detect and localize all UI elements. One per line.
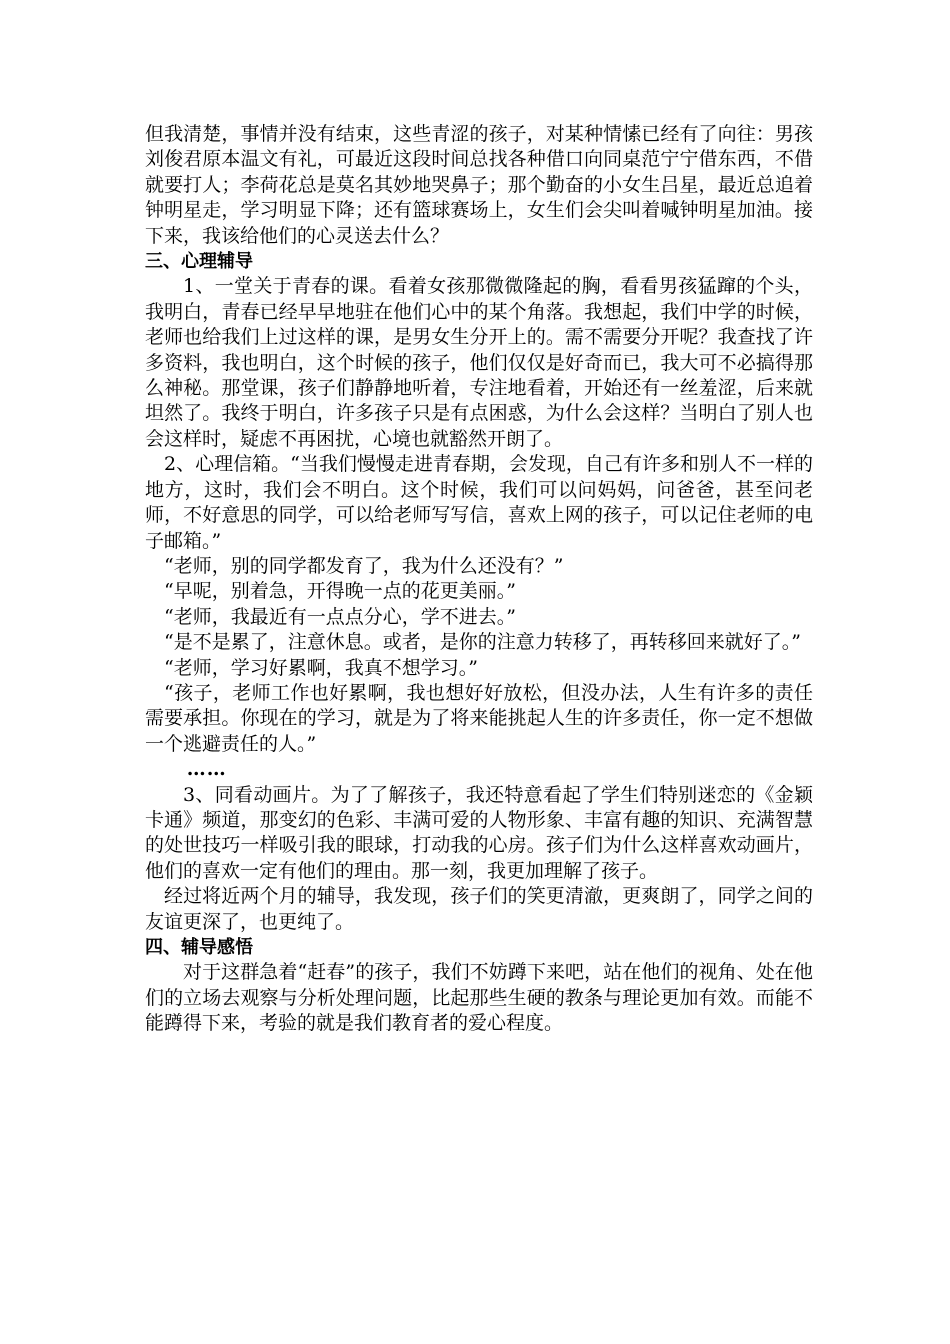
dialog-question-2: “老师，我最近有一点点分心，学不进去。” [164, 605, 516, 628]
dialog-question-3: “老师，学习好累啊，我真不想学习。” [164, 656, 478, 679]
section-heading-reflection: 四、辅导感悟 [145, 937, 253, 958]
dialog-answer-2: “是不是累了，注意休息。或者，是你的注意力转移了，再转移回来就好了。” [164, 631, 801, 654]
dialog-answer-1: “早呢，别着急，开得晚一点的花更美丽。” [164, 580, 516, 603]
ellipsis: …… [186, 758, 227, 781]
paragraph-reflection: 对于这群急着“赶春”的孩子，我们不妨蹲下来吧，站在他们的视角、处在他们的立场去观察与分析处理问题，比起那些生硬的教条与理论更加有效。而能不能蹲得下来，考验的就是我们教育者的爱心程度。 [145, 961, 813, 1035]
paragraph-result: 经过将近两个月的辅导，我发现，孩子们的笑更清澈，更爽朗了，同学之间的友谊更深了，也更纯了。 [145, 885, 813, 933]
dialog-answer-3: “孩子，老师工作也好累啊，我也想好好放松，但没办法，人生有许多的责任需要承担。你现在的学习，就是为了将来能挑起人生的许多责任，你一定不想做一个逃避责任的人。” [145, 681, 813, 755]
paragraph-cartoons: 3、同看动画片。为了了解孩子，我还特意看起了学生们特别迷恋的《金颖卡通》频道，那变幻的色彩、丰满可爱的人物形象、丰富有趣的知识、充满智慧的处世技巧一样吸引我的眼球，打动我的心房。孩子们为什么这样喜欢动画片，他们的喜欢一定有他们的理由。那一刻，我更加理解了孩子。 [145, 783, 813, 882]
dialog-question-1: “老师，别的同学都发育了，我为什么还没有？” [164, 554, 564, 577]
intro-paragraph: 但我清楚，事情并没有结束，这些青涩的孩子，对某种情愫已经有了向往：男孩刘俊君原本温文有礼，可最近这段时间总找各种借口向同桌范宁宁借东西，不借就要打人；李荷花总是莫名其妙地哭鼻子；那个勤奋的小女生吕星，最近总追着钟明星走，学习明显下降；还有篮球赛场上，女生们会尖叫着喊钟明星加油。接下来，我该给他们的心灵送去什么？ [145, 123, 813, 247]
paragraph-youth-class: 1、一堂关于青春的课。看着女孩那微微隆起的胸，看看男孩猛蹿的个头，我明白，青春已经早早地驻在他们心中的某个角落。我想起，我们中学的时候，老师也给我们上过这样的课，是男女生分开上的。需不需要分开呢？我查找了许多资料，我也明白，这个时候的孩子，他们仅仅是好奇而已，我大可不必搞得那么神秘。那堂课，孩子们静静地听着，专注地看着，开始还有一丝羞涩，后来就坦然了。我终于明白，许多孩子只是有点困惑，为什么会这样？当明白了别人也会这样时，疑虑不再困扰，心境也就豁然开朗了。 [145, 275, 813, 450]
paragraph-mailbox: 2、心理信箱。“当我们慢慢走进青春期，会发现，自己有许多和别人不一样的地方，这时，我们会不明白。这个时候，我们可以问妈妈，问爸爸，甚至问老师，不好意思的同学，可以给老师写写信，喜欢上网的孩子，可以记住老师的电子邮箱。” [145, 453, 813, 552]
document-page [145, 122, 813, 1037]
section-heading-psychological-counseling: 三、心理辅导 [145, 251, 253, 273]
